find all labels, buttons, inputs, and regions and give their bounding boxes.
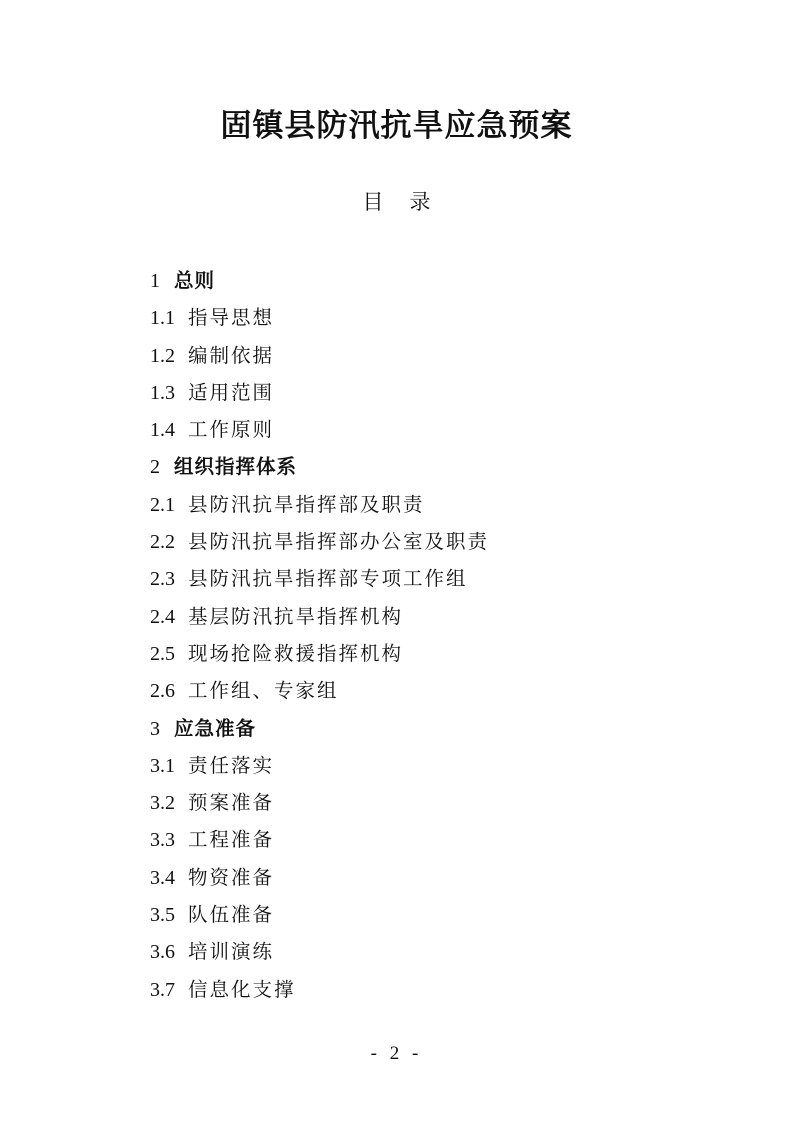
toc-label: 总则: [174, 269, 216, 292]
toc-label: 县防汛抗旱指挥部专项工作组: [188, 567, 468, 591]
toc-label: 责任落实: [188, 753, 275, 777]
toc-item-1[interactable]: [150, 262, 489, 299]
toc-item-3-6[interactable]: [150, 933, 489, 970]
toc-number: 2.5: [150, 642, 175, 665]
toc-label: 基层防汛抗旱指挥机构: [188, 604, 404, 628]
toc-item-2-4[interactable]: [150, 598, 489, 635]
toc-label: 工程准备: [188, 828, 275, 852]
toc-label: 信息化支撑: [188, 977, 296, 1001]
toc-number: 2.4: [150, 605, 175, 628]
toc-number: 3.1: [150, 754, 175, 777]
toc-item-3-7[interactable]: [150, 971, 489, 1008]
toc-number: 3.4: [150, 866, 175, 889]
toc-label: 指导思想: [188, 306, 275, 330]
toc-number: 2.2: [150, 531, 175, 554]
toc-item-2-5[interactable]: [150, 635, 489, 672]
toc-number: 3.7: [150, 978, 175, 1001]
toc-item-3-3[interactable]: [150, 821, 489, 858]
toc-label: 县防汛抗旱指挥部及职责: [188, 492, 425, 516]
toc-number: 3: [150, 717, 160, 740]
toc-item-2-1[interactable]: [150, 486, 489, 523]
toc-item-3-5[interactable]: [150, 896, 489, 933]
toc-number: 1: [150, 270, 160, 292]
toc-item-3-1[interactable]: [150, 747, 489, 784]
toc-heading: [0, 186, 793, 218]
toc-label: 物资准备: [188, 865, 275, 889]
toc-number: 3.2: [150, 792, 175, 815]
toc-heading-char-2: 录: [409, 190, 431, 214]
toc-item-3-4[interactable]: [150, 859, 489, 896]
toc-label: 预案准备: [188, 791, 275, 815]
document-title: 固镇县防汛抗旱应急预案: [220, 108, 573, 144]
toc-item-1-3[interactable]: [150, 374, 489, 411]
toc-label: 编制依据: [188, 343, 275, 367]
toc-item-2-6[interactable]: [150, 672, 489, 709]
toc-number: 1.4: [150, 419, 175, 442]
toc-item-3-2[interactable]: [150, 784, 489, 821]
toc-item-2[interactable]: [150, 448, 489, 485]
toc-number: 1.2: [150, 344, 175, 367]
toc-number: 2.6: [150, 680, 175, 703]
toc-heading-char-1: 目: [362, 190, 384, 214]
toc-label: 县防汛抗旱指挥部办公室及职责: [188, 530, 490, 554]
toc-number: 1.1: [150, 307, 175, 330]
page-number: - 2 -: [370, 1043, 423, 1064]
toc-label: 适用范围: [188, 380, 275, 404]
toc-number: 2.1: [150, 493, 175, 516]
toc-label: 培训演练: [188, 940, 275, 964]
toc-label: 工作原则: [188, 418, 275, 442]
toc-item-1-4[interactable]: [150, 411, 489, 448]
toc-label: 组织指挥体系: [174, 455, 298, 479]
toc-item-2-2[interactable]: [150, 523, 489, 560]
toc-label: 队伍准备: [188, 903, 275, 927]
toc-number: 1.3: [150, 381, 175, 404]
toc-number: 2.3: [150, 568, 175, 591]
toc-label: 工作组、专家组: [188, 679, 339, 703]
toc-item-1-1[interactable]: [150, 299, 489, 336]
toc-label: 应急准备: [174, 716, 257, 740]
toc-item-1-2[interactable]: [150, 337, 489, 374]
table-of-contents: [150, 262, 489, 1008]
toc-number: 3.3: [150, 829, 175, 852]
toc-number: 3.5: [150, 904, 175, 927]
toc-number: 2: [150, 456, 160, 479]
toc-item-2-3[interactable]: [150, 560, 489, 597]
toc-item-3[interactable]: [150, 710, 489, 747]
toc-label: 现场抢险救援指挥机构: [188, 641, 404, 665]
toc-number: 3.6: [150, 941, 175, 964]
